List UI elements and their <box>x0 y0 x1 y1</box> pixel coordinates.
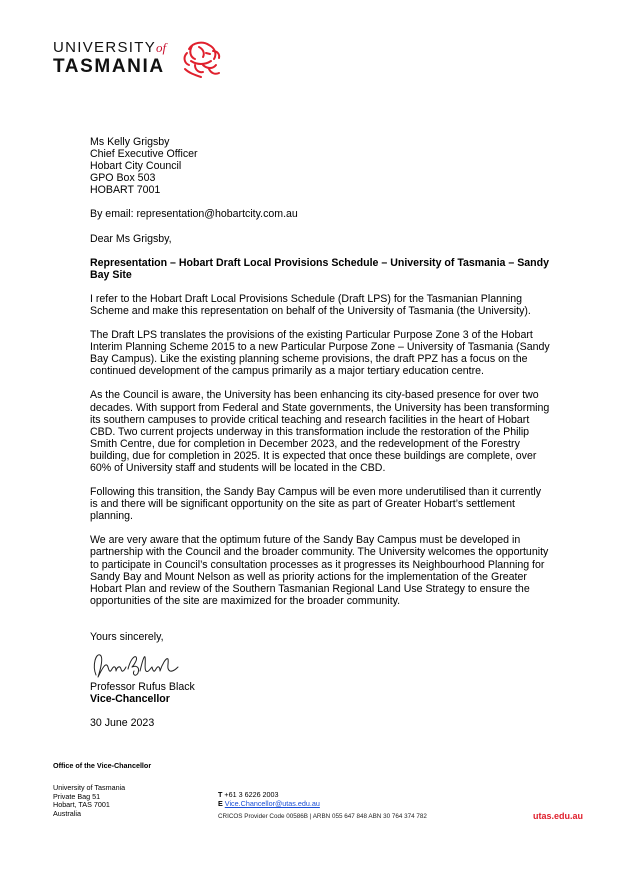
signature-image <box>90 647 550 681</box>
letter-date: 30 June 2023 <box>90 717 155 730</box>
recipient-po-box: GPO Box 503 <box>90 172 156 185</box>
footer-address-line: Hobart, TAS 7001 <box>53 800 110 810</box>
paragraph-2: The Draft LPS translates the provisions of the existing Particular Purpose Zone 3 of the Hobart Interim Planning Scheme 2015 to a new Particular Purpose Zone – University of Tasmania (Sandy Bay Campus). Like the existing planning scheme provisions, the draft PPZ has a focus on the continued development of the campus primarily as a major tertiary education centre. <box>90 329 550 378</box>
footer-address-line: Private Bag 51 <box>53 791 101 801</box>
by-email-line: By email: representation@hobartcity.com.au <box>90 208 298 221</box>
footer-contact <box>218 791 320 809</box>
lion-emblem-icon <box>179 39 223 79</box>
footer-address-line: University of Tasmania <box>53 783 126 792</box>
signatory-title: Vice-Chancellor <box>90 693 170 706</box>
footer-cricos: CRICOS Provider Code 00586B | ARBN 055 647 848 ABN 30 764 374 782 <box>218 813 427 820</box>
signatory-block <box>90 681 550 705</box>
footer-address <box>53 784 125 818</box>
email-link[interactable]: Vice.Chancellor@utas.edu.au <box>224 798 320 808</box>
paragraph-5: We are very aware that the optimum future of the Sandy Bay Campus must be developed in partnership with the Council and the broader community. The University welcomes the opportunity to participate in Council’s consultation processes as it progresses its Neighbourhood Planning for Sandy Bay and Mount Nelson as well as priority actions for the implementation of the Greater Hobart Plan and review of the Southern Tasmanian Regional Land Use Strategy to ensure the opportunities of the site are maximized for the broader community. <box>90 534 549 607</box>
handwritten-signature-icon <box>90 647 180 681</box>
paragraph-3: As the Council is aware, the University has been enhancing its city-based presence for over two decades. With support from Federal and State governments, the University has been transforming its southern campuses to provide critical teaching and research facilities in the heart of Hobart CBD. Two current projects underway in this transformation include the restoration of the Philip Smith Centre, due for completion in December 2023, and the redevelopment of the Forestry building, due for completion in 2025. It is expected that once these buildings are complete, over 60% of University staff and students will be located in the CBD. <box>90 389 550 474</box>
logo-tasmania-text: TASMANIA <box>53 56 165 77</box>
phone-label: T <box>218 790 223 799</box>
signatory-name: Professor Rufus Black <box>90 681 195 693</box>
email-label: E <box>218 798 223 808</box>
logo-of-text: of <box>156 40 167 55</box>
recipient-org: Hobart City Council <box>90 160 182 173</box>
paragraph-4: Following this transition, the Sandy Bay Campus will be even more underutilised than it currently is and there will be significant opportunity on the site as part of Greater Hobart’s settlement planning. <box>90 486 542 523</box>
footer-email <box>218 800 320 809</box>
salutation: Dear Ms Grigsby, <box>90 232 172 245</box>
footer-website-link[interactable]: utas.edu.au <box>533 811 584 821</box>
recipient-city: HOBART 7001 <box>90 184 161 197</box>
recipient-title: Chief Executive Officer <box>90 148 198 161</box>
subject-line: Representation – Hobart Draft Local Provisions Schedule – University of Tasmania – Sandy Bay Site <box>90 256 549 281</box>
closing: Yours sincerely, <box>90 630 164 643</box>
university-logo <box>53 39 233 81</box>
paragraph-1: I refer to the Hobart Draft Local Provisions Schedule (Draft LPS) for the Tasmanian Planning Scheme and make this representation on behalf of the University of Tasmania (the University). <box>90 292 531 317</box>
footer-office: Office of the Vice-Chancellor <box>53 761 152 770</box>
recipient-name: Ms Kelly Grigsby <box>90 136 170 148</box>
recipient-address <box>90 136 550 196</box>
letter-body <box>90 136 550 729</box>
logo-university-text: UNIVERSITY <box>53 39 157 56</box>
phone-number: +61 3 6226 2003 <box>224 790 279 799</box>
footer-address-line: Australia <box>53 808 81 818</box>
